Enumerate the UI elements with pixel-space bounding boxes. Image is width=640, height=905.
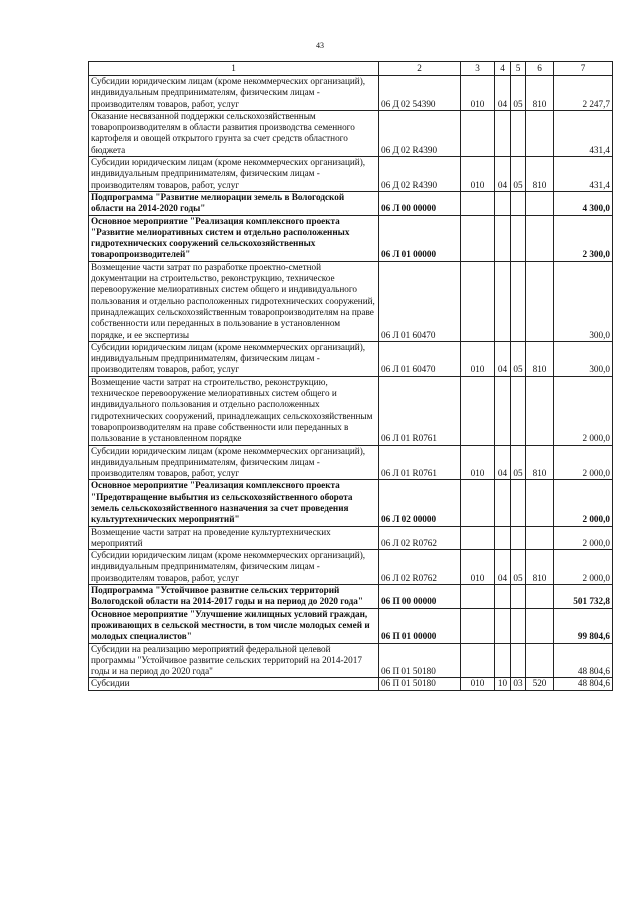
- admin-code-cell: [461, 191, 495, 215]
- table-row: [89, 76, 613, 111]
- admin-code-cell: [461, 376, 495, 445]
- section-cell: [495, 261, 511, 341]
- section-cell: [495, 585, 511, 609]
- subsection-cell: [511, 608, 526, 643]
- amount-cell: 501 732,8: [554, 585, 613, 609]
- section-cell: 04: [495, 550, 511, 585]
- target-code-cell: 06 П 01 50180: [379, 643, 461, 678]
- amount-cell: 48 804,6: [554, 678, 613, 690]
- table-row: [89, 215, 613, 261]
- target-code-cell: 06 Д 02 54390: [379, 76, 461, 111]
- subsection-cell: [511, 110, 526, 156]
- section-cell: 04: [495, 445, 511, 480]
- amount-cell: 2 000,0: [554, 445, 613, 480]
- expense-type-cell: 810: [526, 76, 554, 111]
- target-code-cell: 06 Л 01 R0761: [379, 376, 461, 445]
- table-row: [89, 608, 613, 643]
- item-name-cell: Субсидии юридическим лицам (кроме некоммерческих организаций), индивидуальным предпринимателям, физическим лицам - производителям товаров, работ, услуг: [89, 445, 379, 480]
- subsection-cell: [511, 585, 526, 609]
- section-cell: [495, 608, 511, 643]
- amount-cell: 431,4: [554, 157, 613, 192]
- subsection-cell: [511, 643, 526, 678]
- item-name-cell: Возмещение части затрат на проведение культуртехнических мероприятий: [89, 526, 379, 550]
- item-name-cell: Субсидии юридическим лицам (кроме некоммерческих организаций), индивидуальным предпринимателям, физическим лицам - производителям товаров, работ, услуг: [89, 341, 379, 376]
- table-row: [89, 643, 613, 678]
- subsection-cell: [511, 261, 526, 341]
- expense-type-cell: [526, 608, 554, 643]
- section-cell: [495, 643, 511, 678]
- item-name-cell: Основное мероприятие "Реализация комплексного проекта "Развитие мелиоративных систем и отдельно расположенных гидротехнических сооружений сельскохозяйственных товаропроизводителей": [89, 215, 379, 261]
- table-row: [89, 261, 613, 341]
- section-cell: 10: [495, 678, 511, 690]
- section-cell: [495, 110, 511, 156]
- subsection-cell: 05: [511, 550, 526, 585]
- admin-code-cell: 010: [461, 157, 495, 192]
- table-row: [89, 376, 613, 445]
- column-number: 2: [379, 62, 461, 76]
- column-number: 4: [495, 62, 511, 76]
- amount-cell: 300,0: [554, 261, 613, 341]
- item-name-cell: Субсидии юридическим лицам (кроме некоммерческих организаций), индивидуальным предпринимателям, физическим лицам - производителям товаров, работ, услуг: [89, 157, 379, 192]
- table-row: [89, 191, 613, 215]
- item-name-cell: Возмещение части затрат на строительство, реконструкцию, техническое перевооружение мелиоративных систем общего и индивидуального пользования и отдельно расположенных гидротехнических сооружений, принадлежащих сельскохозяйственным товаропроизводителям на праве собственности или переданных в пользование в установленном порядке: [89, 376, 379, 445]
- amount-cell: 2 300,0: [554, 215, 613, 261]
- item-name-cell: Подпрограмма "Развитие мелиорации земель в Вологодской области на 2014-2020 годы": [89, 191, 379, 215]
- amount-cell: 2 000,0: [554, 376, 613, 445]
- amount-cell: 2 247,7: [554, 76, 613, 111]
- table-row: [89, 526, 613, 550]
- target-code-cell: 06 Л 02 R0762: [379, 526, 461, 550]
- table-row: [89, 157, 613, 192]
- expense-type-cell: [526, 643, 554, 678]
- item-name-cell: Субсидии на реализацию мероприятий федеральной целевой программы "Устойчивое развитие сельских территорий на 2014-2017 годы и на период до 2020 года": [89, 643, 379, 678]
- item-name-cell: Основное мероприятие "Реализация комплексного проекта "Предотвращение выбытия из сельскохозяйственного оборота земель сельскохозяйственного назначения за счет проведения культуртехнических мероприятий": [89, 480, 379, 526]
- admin-code-cell: 010: [461, 445, 495, 480]
- target-code-cell: 06 Л 00 00000: [379, 191, 461, 215]
- admin-code-cell: [461, 110, 495, 156]
- subsection-cell: [511, 376, 526, 445]
- section-cell: 04: [495, 76, 511, 111]
- item-name-cell: Субсидии юридическим лицам (кроме некоммерческих организаций), индивидуальным предпринимателям, физическим лицам - производителям товаров, работ, услуг: [89, 76, 379, 111]
- item-name-cell: Подпрограмма "Устойчивое развитие сельских территорий Вологодской области на 2014-2017 годы и на период до 2020 года": [89, 585, 379, 609]
- column-number: 5: [511, 62, 526, 76]
- expense-type-cell: 810: [526, 157, 554, 192]
- admin-code-cell: 010: [461, 76, 495, 111]
- admin-code-cell: [461, 608, 495, 643]
- table-row: [89, 445, 613, 480]
- subsection-cell: [511, 191, 526, 215]
- section-cell: 04: [495, 341, 511, 376]
- subsection-cell: 05: [511, 76, 526, 111]
- target-code-cell: 06 П 01 00000: [379, 608, 461, 643]
- admin-code-cell: [461, 643, 495, 678]
- expense-type-cell: 520: [526, 678, 554, 690]
- subsection-cell: 03: [511, 678, 526, 690]
- item-name-cell: Оказание несвязанной поддержки сельскохозяйственным товаропроизводителям в области развития производства семенного картофеля и овощей открытого грунта за счет средств областного бюджета: [89, 110, 379, 156]
- target-code-cell: 06 Л 01 00000: [379, 215, 461, 261]
- section-cell: [495, 191, 511, 215]
- admin-code-cell: [461, 585, 495, 609]
- expense-type-cell: [526, 585, 554, 609]
- admin-code-cell: 010: [461, 678, 495, 690]
- target-code-cell: 06 Л 01 R0761: [379, 445, 461, 480]
- subsection-cell: [511, 526, 526, 550]
- amount-cell: 4 300,0: [554, 191, 613, 215]
- expense-type-cell: 810: [526, 550, 554, 585]
- target-code-cell: 06 Л 01 60470: [379, 261, 461, 341]
- expense-type-cell: 810: [526, 341, 554, 376]
- column-number-row: [89, 62, 613, 76]
- expense-type-cell: [526, 526, 554, 550]
- admin-code-cell: [461, 526, 495, 550]
- column-number: 3: [461, 62, 495, 76]
- admin-code-cell: 010: [461, 550, 495, 585]
- expense-type-cell: 810: [526, 445, 554, 480]
- admin-code-cell: [461, 215, 495, 261]
- amount-cell: 48 804,6: [554, 643, 613, 678]
- item-name-cell: Возмещение части затрат по разработке проектно-сметной документации на строительство, реконструкцию, техническое перевооружение мелиоративных систем общего и индивидуального пользования и отдельно расположенных гидротехнических сооружений, принадлежащих сельскохозяйственным товаропроизводителям на праве собственности или переданных в пользование в установленном порядке, и ее экспертизы: [89, 261, 379, 341]
- subsection-cell: [511, 480, 526, 526]
- column-number: 1: [89, 62, 379, 76]
- target-code-cell: 06 П 00 00000: [379, 585, 461, 609]
- amount-cell: 300,0: [554, 341, 613, 376]
- expense-type-cell: [526, 376, 554, 445]
- item-name-cell: Субсидии: [89, 678, 379, 690]
- target-code-cell: 06 Д 02 R4390: [379, 157, 461, 192]
- section-cell: [495, 526, 511, 550]
- admin-code-cell: [461, 480, 495, 526]
- expense-type-cell: [526, 215, 554, 261]
- budget-table: [88, 61, 613, 691]
- subsection-cell: 05: [511, 341, 526, 376]
- target-code-cell: 06 П 01 50180: [379, 678, 461, 690]
- target-code-cell: 06 Д 02 R4390: [379, 110, 461, 156]
- section-cell: [495, 215, 511, 261]
- amount-cell: 2 000,0: [554, 550, 613, 585]
- section-cell: 04: [495, 157, 511, 192]
- target-code-cell: 06 Л 02 R0762: [379, 550, 461, 585]
- column-number: 6: [526, 62, 554, 76]
- subsection-cell: [511, 215, 526, 261]
- amount-cell: 2 000,0: [554, 480, 613, 526]
- table-row: [89, 110, 613, 156]
- expense-type-cell: [526, 261, 554, 341]
- expense-type-cell: [526, 191, 554, 215]
- table-row: [89, 341, 613, 376]
- section-cell: [495, 376, 511, 445]
- table-row: [89, 678, 613, 690]
- expense-type-cell: [526, 480, 554, 526]
- amount-cell: 2 000,0: [554, 526, 613, 550]
- expense-type-cell: [526, 110, 554, 156]
- table-row: [89, 585, 613, 609]
- item-name-cell: Основное мероприятие "Улучшение жилищных условий граждан, проживающих в сельской местности, в том числе молодых семей и молодых специалистов": [89, 608, 379, 643]
- subsection-cell: 05: [511, 445, 526, 480]
- item-name-cell: Субсидии юридическим лицам (кроме некоммерческих организаций), индивидуальным предпринимателям, физическим лицам - производителям товаров, работ, услуг: [89, 550, 379, 585]
- admin-code-cell: 010: [461, 341, 495, 376]
- target-code-cell: 06 Л 02 00000: [379, 480, 461, 526]
- subsection-cell: 05: [511, 157, 526, 192]
- column-number: 7: [554, 62, 613, 76]
- page-number: 43: [316, 41, 324, 50]
- table-row: [89, 480, 613, 526]
- table-row: [89, 550, 613, 585]
- section-cell: [495, 480, 511, 526]
- amount-cell: 431,4: [554, 110, 613, 156]
- amount-cell: 99 804,6: [554, 608, 613, 643]
- admin-code-cell: [461, 261, 495, 341]
- target-code-cell: 06 Л 01 60470: [379, 341, 461, 376]
